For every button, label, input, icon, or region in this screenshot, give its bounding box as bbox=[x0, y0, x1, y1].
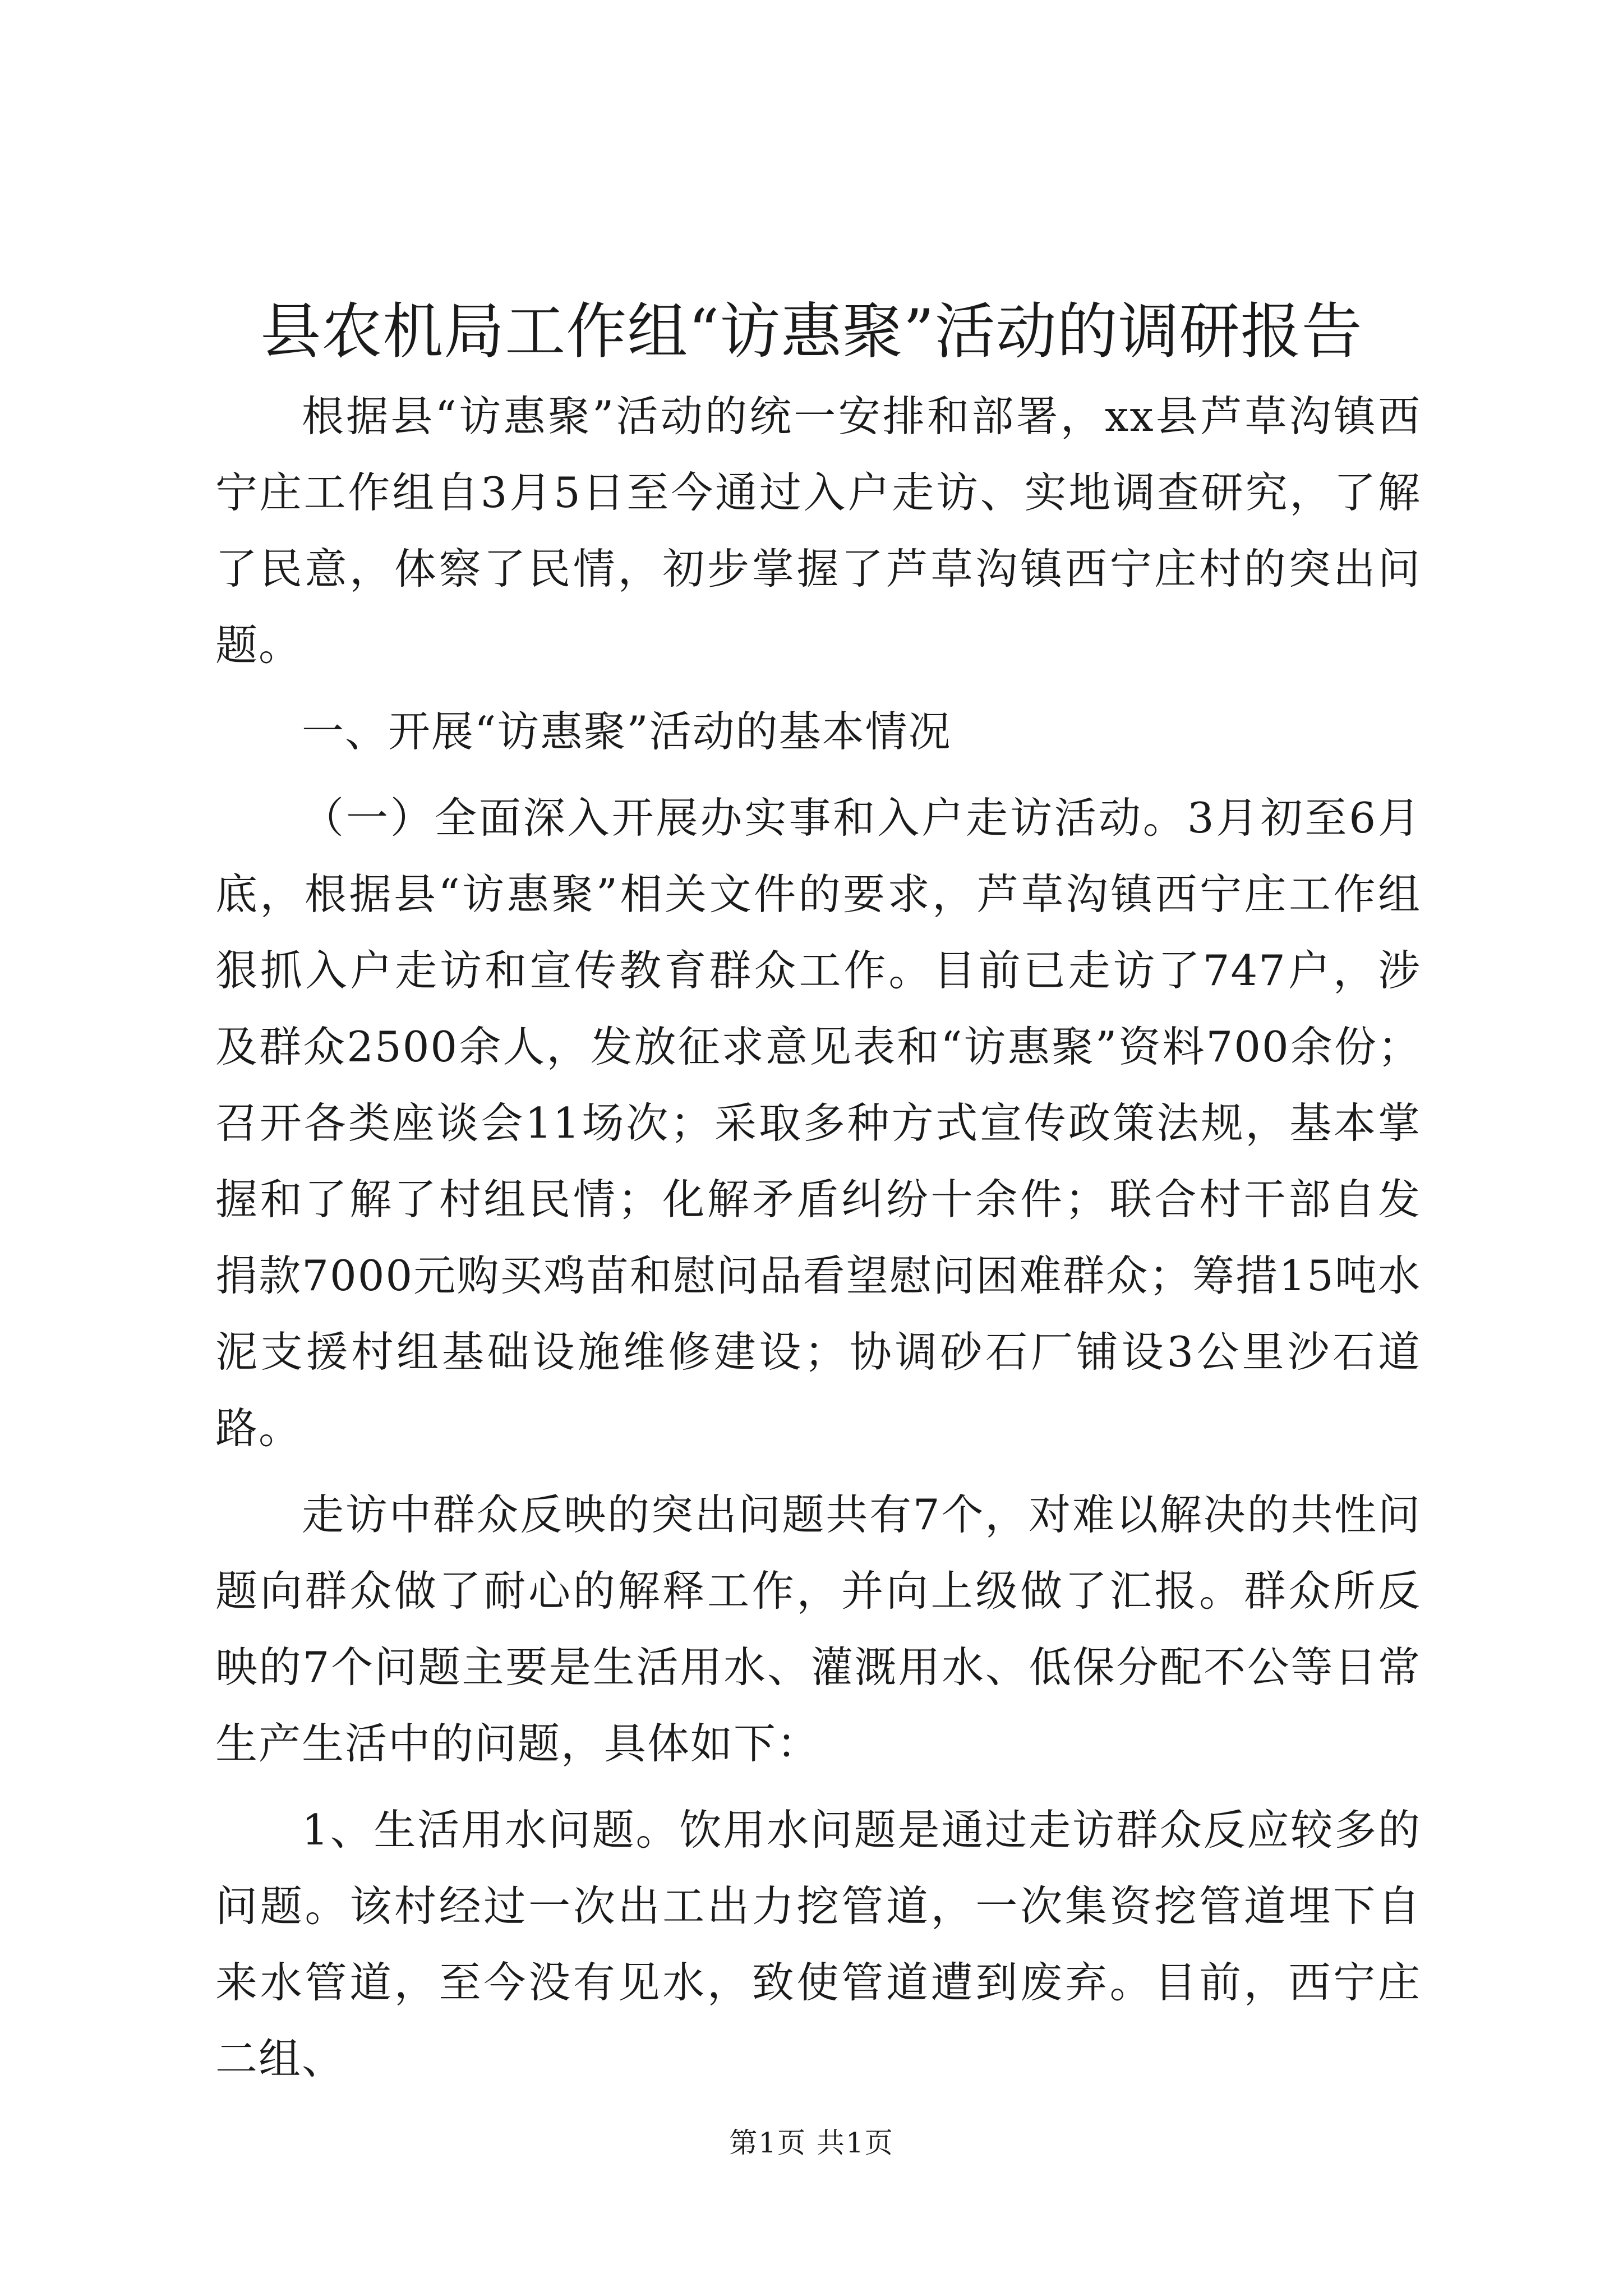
paragraph-issues: 走访中群众反映的突出问题共有7个，对难以解决的共性问题向群众做了耐心的解释工作，并向上级做了汇报。群众所反映的7个问题主要是生活用水、灌溉用水、低保分配不公等日常生产生活中的问题，具体如下： bbox=[215, 1490, 1421, 1768]
document-title: 县农机局工作组“访惠聚”活动的调研报告 bbox=[260, 297, 1363, 367]
paragraph-intro: 根据县“访惠聚”活动的统一安排和部署，xx县芦草沟镇西宁庄工作组自3月5日至今通过入户走访、实地调查研究，了解了民意，体察了民情，初步掌握了芦草沟镇西宁庄村的突出问题。 bbox=[215, 392, 1421, 670]
page-footer: 第1页 共1页 bbox=[729, 2127, 894, 2159]
paragraph-water-issue: 1、生活用水问题。饮用水问题是通过走访群众反应较多的问题。该村经过一次出工出力挖管道，一次集资挖管道埋下自来水管道，至今没有见水，致使管道遭到废弃。目前，西宁庄二组、 bbox=[215, 1805, 1421, 2083]
document-body bbox=[215, 378, 1421, 2107]
paragraph-activities: （一）全面深入开展办实事和入户走访活动。3月初至6月底，根据县“访惠聚”相关文件的要求，芦草沟镇西宁庄工作组狠抓入户走访和宣传教育群众工作。目前已走访了747户，涉及群众2500余人，发放征求意见表和“访惠聚”资料700余份；召开各类座谈会11场次；采取多种方式宣传政策法规，基本掌握和了解了村组民情；化解矛盾纠纷十余件；联合村干部自发捐款7000元购买鸡苗和慰问品看望慰问困难群众；筹措15吨水泥支援村组基础设施维修建设；协调砂石厂铺设3公里沙石道路。 bbox=[215, 793, 1421, 1453]
section-heading: 一、开展“访惠聚”活动的基本情况 bbox=[302, 707, 952, 756]
